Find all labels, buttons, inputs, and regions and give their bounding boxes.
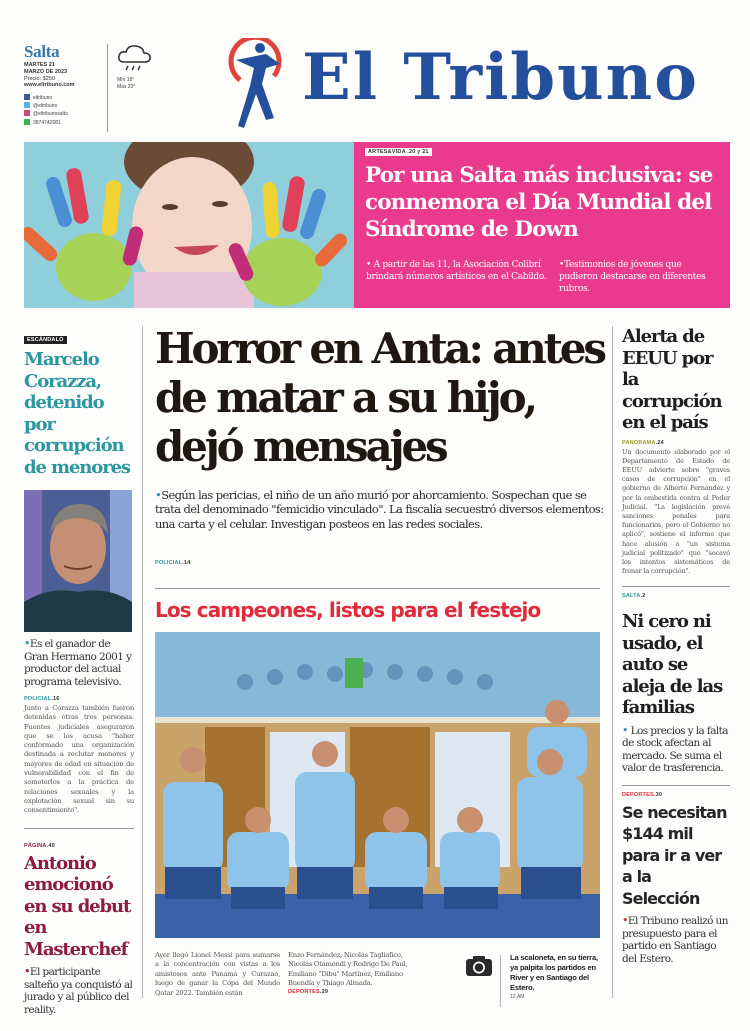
sports-headline[interactable]: Los campeones, listos para el festejo bbox=[155, 598, 541, 622]
date-day: MARTES 21 bbox=[24, 62, 55, 68]
story-headline[interactable]: Se necesitan $144 mil para ir a ver a la Selección bbox=[622, 802, 727, 908]
main-story-body: •Según las pericias, el niño de un año murió por ahorcamiento. Sospechan que se trata del denominado "femicidio vinculado". La fiscalía secuestró diversos elementos: una carta y el celular. Investigan posteos en las redes sociales. bbox=[155, 488, 604, 531]
main-headline[interactable]: Horror en Anta: antes de matar a su hijo, dejó mensajes bbox=[155, 324, 604, 471]
caption-divider bbox=[500, 955, 501, 1007]
brand-name[interactable]: El Tribuno bbox=[302, 40, 699, 115]
section-ref[interactable]: POLICIAL.16 bbox=[24, 696, 60, 702]
photo-promo[interactable]: La scaloneta, en su tierra, ya palpita los partidos en River y en Santiago del Estero. 12.AM bbox=[510, 953, 598, 1000]
temp-max: Máx 23° bbox=[117, 84, 136, 90]
brand-logo-icon bbox=[226, 38, 284, 130]
team-photo[interactable] bbox=[155, 632, 600, 938]
divider bbox=[24, 828, 134, 829]
story-body: Junto a Corazza también fueron detenidas otras tres personas. Fuentes judiciales aseguraron que se los acusa "haber conformado una organización destinada a reclutar menores y mayores de edad en situación de vulnerabilidad con el fin de someterlos a la práctica de relaciones sexuales y la explotación sexual sin su consentimiento". bbox=[24, 704, 134, 815]
story-headline[interactable]: Alerta de EEUU por la corrupción en el país bbox=[622, 326, 722, 433]
edition-meta bbox=[24, 62, 75, 89]
social-facebook[interactable]: eltribuno bbox=[24, 94, 68, 102]
masthead-divider bbox=[107, 44, 108, 132]
main-section-ref[interactable]: POLICIAL.14 bbox=[155, 560, 191, 566]
column-divider-right bbox=[612, 326, 613, 998]
argentina-team-locker-room-image bbox=[155, 632, 600, 938]
banner-photo[interactable] bbox=[24, 142, 354, 308]
story-body: Un documento elaborado por el Departamento de Estado de EEUU advierte sobre "graves casos de corrupción" en el gobierno de Alberto Fernández y por la embestida contra el Poder Judicial. "La legislación prevé sanciones penales para funcionarios, pero el Gobierno no aplicó", sostiene el informe que hace alusión a "un sistema judicial politizado" que "socavó los intentos sistemáticos de frenar la corrupción". bbox=[622, 447, 730, 576]
section-ref[interactable]: DEPORTES.30 bbox=[622, 791, 663, 798]
section-tag: ARTES&VIDA .20 y 21 bbox=[365, 148, 432, 156]
weather-temps bbox=[117, 77, 135, 91]
camera-icon bbox=[465, 955, 493, 977]
story-bullet: •El Tribuno realizó un presupuesto para el partido en Santiago del Estero. bbox=[622, 914, 728, 965]
date-month: MARZO DE 2023 bbox=[24, 68, 68, 75]
right-column bbox=[622, 326, 730, 965]
story-headline[interactable]: Marcelo Corazza, detenido por corrupción de menores bbox=[24, 349, 130, 478]
banner-bullet-2: •Testimonios de jóvenes que pudieron destacarse en diferentes rubros. bbox=[559, 260, 706, 294]
banner-story[interactable] bbox=[354, 142, 730, 308]
price: Precio: $250 bbox=[24, 75, 55, 82]
section-ref[interactable]: SALTA.2 bbox=[622, 593, 646, 600]
section-ref[interactable]: DEPORTES.29 bbox=[288, 988, 329, 995]
section-ref[interactable]: PÁGINA.40 bbox=[24, 842, 55, 849]
cloud-rain-icon bbox=[116, 42, 154, 74]
section-ref[interactable]: PANORAMA.24 bbox=[622, 439, 664, 446]
website-link[interactable]: www.eltribuno.com bbox=[24, 82, 75, 89]
social-list bbox=[24, 94, 68, 127]
story-headline[interactable]: Antonio emocionó en su debut en Masterchef bbox=[24, 852, 131, 960]
photo-caption-col-1: Ayer llegó Lionel Messi para sumarse a la concentración con vistas a los amistosos ante Panamá y Curazao, luego de ganar la Copa del Mundo Qatar 2022. También están bbox=[155, 951, 280, 997]
story-bullet: • Los precios y la falta de stock afectan al mercado. Se suma el valor de trasferencia. bbox=[622, 723, 728, 775]
story-headline[interactable]: Ni cero ni usado, el auto se aleja de las familias bbox=[622, 611, 723, 719]
edition-city: Salta bbox=[24, 42, 60, 61]
section-tag: ESCÁNDALO bbox=[24, 336, 67, 344]
instagram-icon bbox=[24, 110, 30, 116]
social-whatsapp[interactable]: 3874742081 bbox=[24, 119, 68, 127]
marcelo-corazza-photo[interactable] bbox=[24, 490, 132, 632]
whatsapp-icon bbox=[24, 119, 30, 125]
social-twitter[interactable]: @eltribuno bbox=[24, 102, 68, 110]
facebook-icon bbox=[24, 94, 30, 100]
divider bbox=[622, 586, 730, 587]
story-bullet: •El participante salteño ya conquistó al jurado y al público del reality. bbox=[24, 965, 133, 1016]
divider bbox=[155, 588, 600, 589]
column-divider-left bbox=[142, 326, 143, 998]
story-bullet: •Es el ganador de Gran Hermano 2001 y productor del actual programa televisivo. bbox=[24, 637, 132, 688]
twitter-icon bbox=[24, 102, 30, 108]
photo-caption-col-2: Enzo Fernández, Nicolás Tagliafico, Nicolás Otamendi y Rodrigo De Paul, Emiliano "Dibu" Martínez, Emiliano Buendía y Thiago Almada. DEPORTES.29 bbox=[288, 951, 413, 995]
left-column bbox=[24, 326, 134, 1016]
social-instagram[interactable]: @eltribunosalta bbox=[24, 110, 68, 118]
temp-min: Mín 18° bbox=[117, 77, 135, 83]
divider bbox=[622, 785, 730, 786]
banner-bullet-1: • A partir de las 11, la Asociación Colibrí brindará números artísticos en el Cabildo. bbox=[366, 260, 547, 282]
child-painted-hands-image bbox=[24, 142, 354, 308]
banner-headline[interactable]: Por una Salta más inclusiva: se conmemora el Día Mundial del Síndrome de Down bbox=[365, 163, 713, 242]
